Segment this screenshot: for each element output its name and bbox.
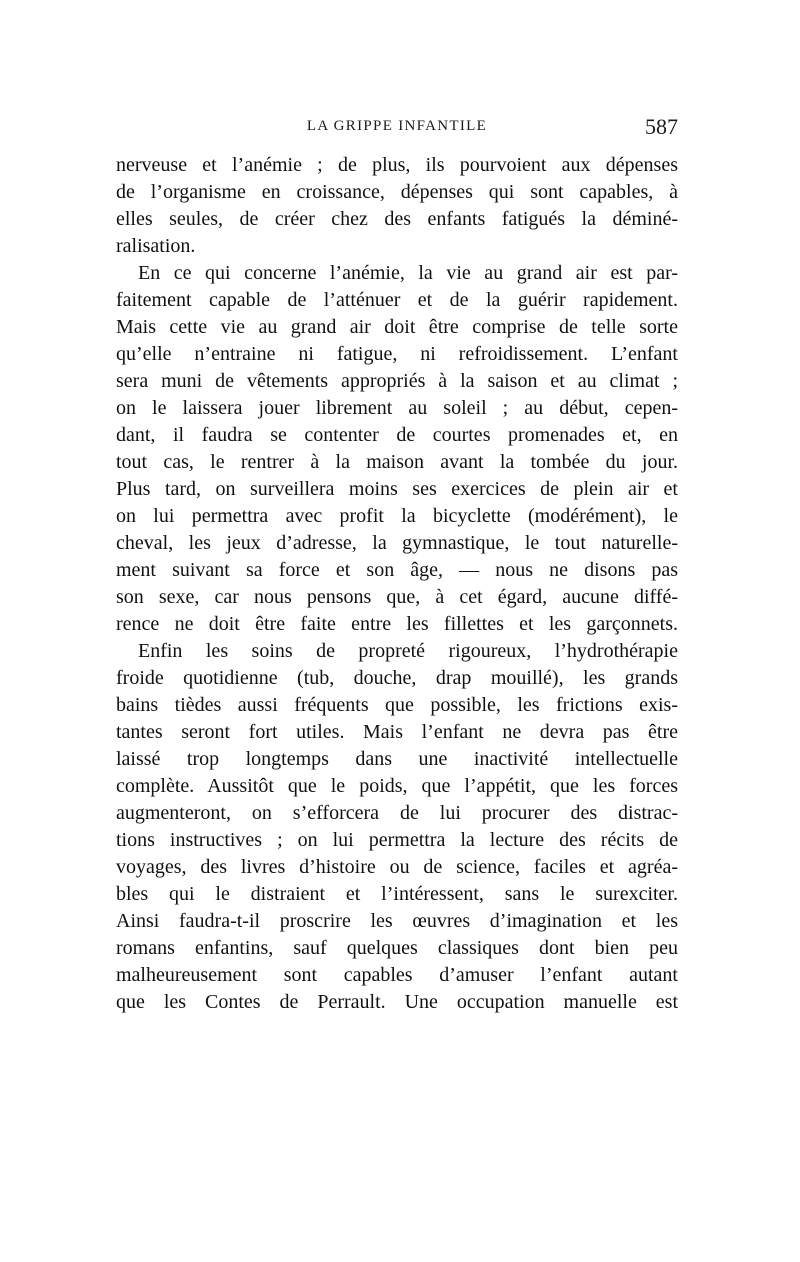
page-number: 587 [645, 114, 678, 139]
text-line: faitement capable de l’atténuer et de la guérir rapidement. [116, 289, 678, 311]
text-line: que les Contes de Perrault. Une occupation manuelle est [116, 991, 678, 1013]
running-title: LA GRIPPE INFANTILE [306, 118, 488, 134]
text-line: bains tièdes aussi fréquents que possible, les frictions exis- [116, 694, 678, 716]
paragraph-first-line: Enfin les soins de propreté rigoureux, l’hydrothérapie [138, 640, 678, 662]
text-line: ralisation. [116, 235, 196, 257]
text-line: voyages, des livres d’histoire ou de science, faciles et agréa- [116, 856, 678, 878]
text-line: de l’organisme en croissance, dépenses qui sont capables, à [116, 181, 678, 203]
text-line: tions instructives ; on lui permettra la lecture des récits de [116, 829, 678, 851]
text-line: dant, il faudra se contenter de courtes promenades et, en [116, 424, 678, 446]
body-text [116, 152, 678, 1016]
text-line: tantes seront fort utiles. Mais l’enfant ne devra pas être [116, 721, 678, 743]
text-line: bles qui le distraient et l’intéressent, sans le surexciter. [116, 883, 678, 905]
text-line: Mais cette vie au grand air doit être comprise de telle sorte [116, 316, 678, 338]
text-line: Ainsi faudra-t-il proscrire les œuvres d’imagination et les [116, 910, 678, 932]
text-line: malheureusement sont capables d’amuser l’enfant autant [116, 964, 678, 986]
text-line: rence ne doit être faite entre les fillettes et les garçonnets. [116, 613, 678, 635]
text-line: son sexe, car nous pensons que, à cet égard, aucune diffé- [116, 586, 678, 608]
text-line: ment suivant sa force et son âge, — nous ne disons pas [116, 559, 678, 581]
running-header [116, 114, 678, 142]
text-line: Plus tard, on surveillera moins ses exercices de plein air et [116, 478, 678, 500]
text-line: elles seules, de créer chez des enfants fatigués la déminé- [116, 208, 678, 230]
text-line: sera muni de vêtements appropriés à la saison et au climat ; [116, 370, 678, 392]
text-line: nerveuse et l’anémie ; de plus, ils pourvoient aux dépenses [116, 154, 678, 176]
text-line: laissé trop longtemps dans une inactivité intellectuelle [116, 748, 678, 770]
text-line: on lui permettra avec profit la bicyclette (modérément), le [116, 505, 678, 527]
text-line: qu’elle n’entraine ni fatigue, ni refroidissement. L’enfant [116, 343, 678, 365]
text-line: froide quotidienne (tub, douche, drap mouillé), les grands [116, 667, 678, 689]
text-line: tout cas, le rentrer à la maison avant la tombée du jour. [116, 451, 678, 473]
text-line: augmenteront, on s’efforcera de lui procurer des distrac- [116, 802, 678, 824]
text-line: romans enfantins, sauf quelques classiques dont bien peu [116, 937, 678, 959]
paragraph-first-line: En ce qui concerne l’anémie, la vie au grand air est par- [138, 262, 678, 284]
text-line: cheval, les jeux d’adresse, la gymnastique, le tout naturelle- [116, 532, 678, 554]
text-line: complète. Aussitôt que le poids, que l’appétit, que les forces [116, 775, 678, 797]
text-line: on le laissera jouer librement au soleil ; au début, cepen- [116, 397, 678, 419]
